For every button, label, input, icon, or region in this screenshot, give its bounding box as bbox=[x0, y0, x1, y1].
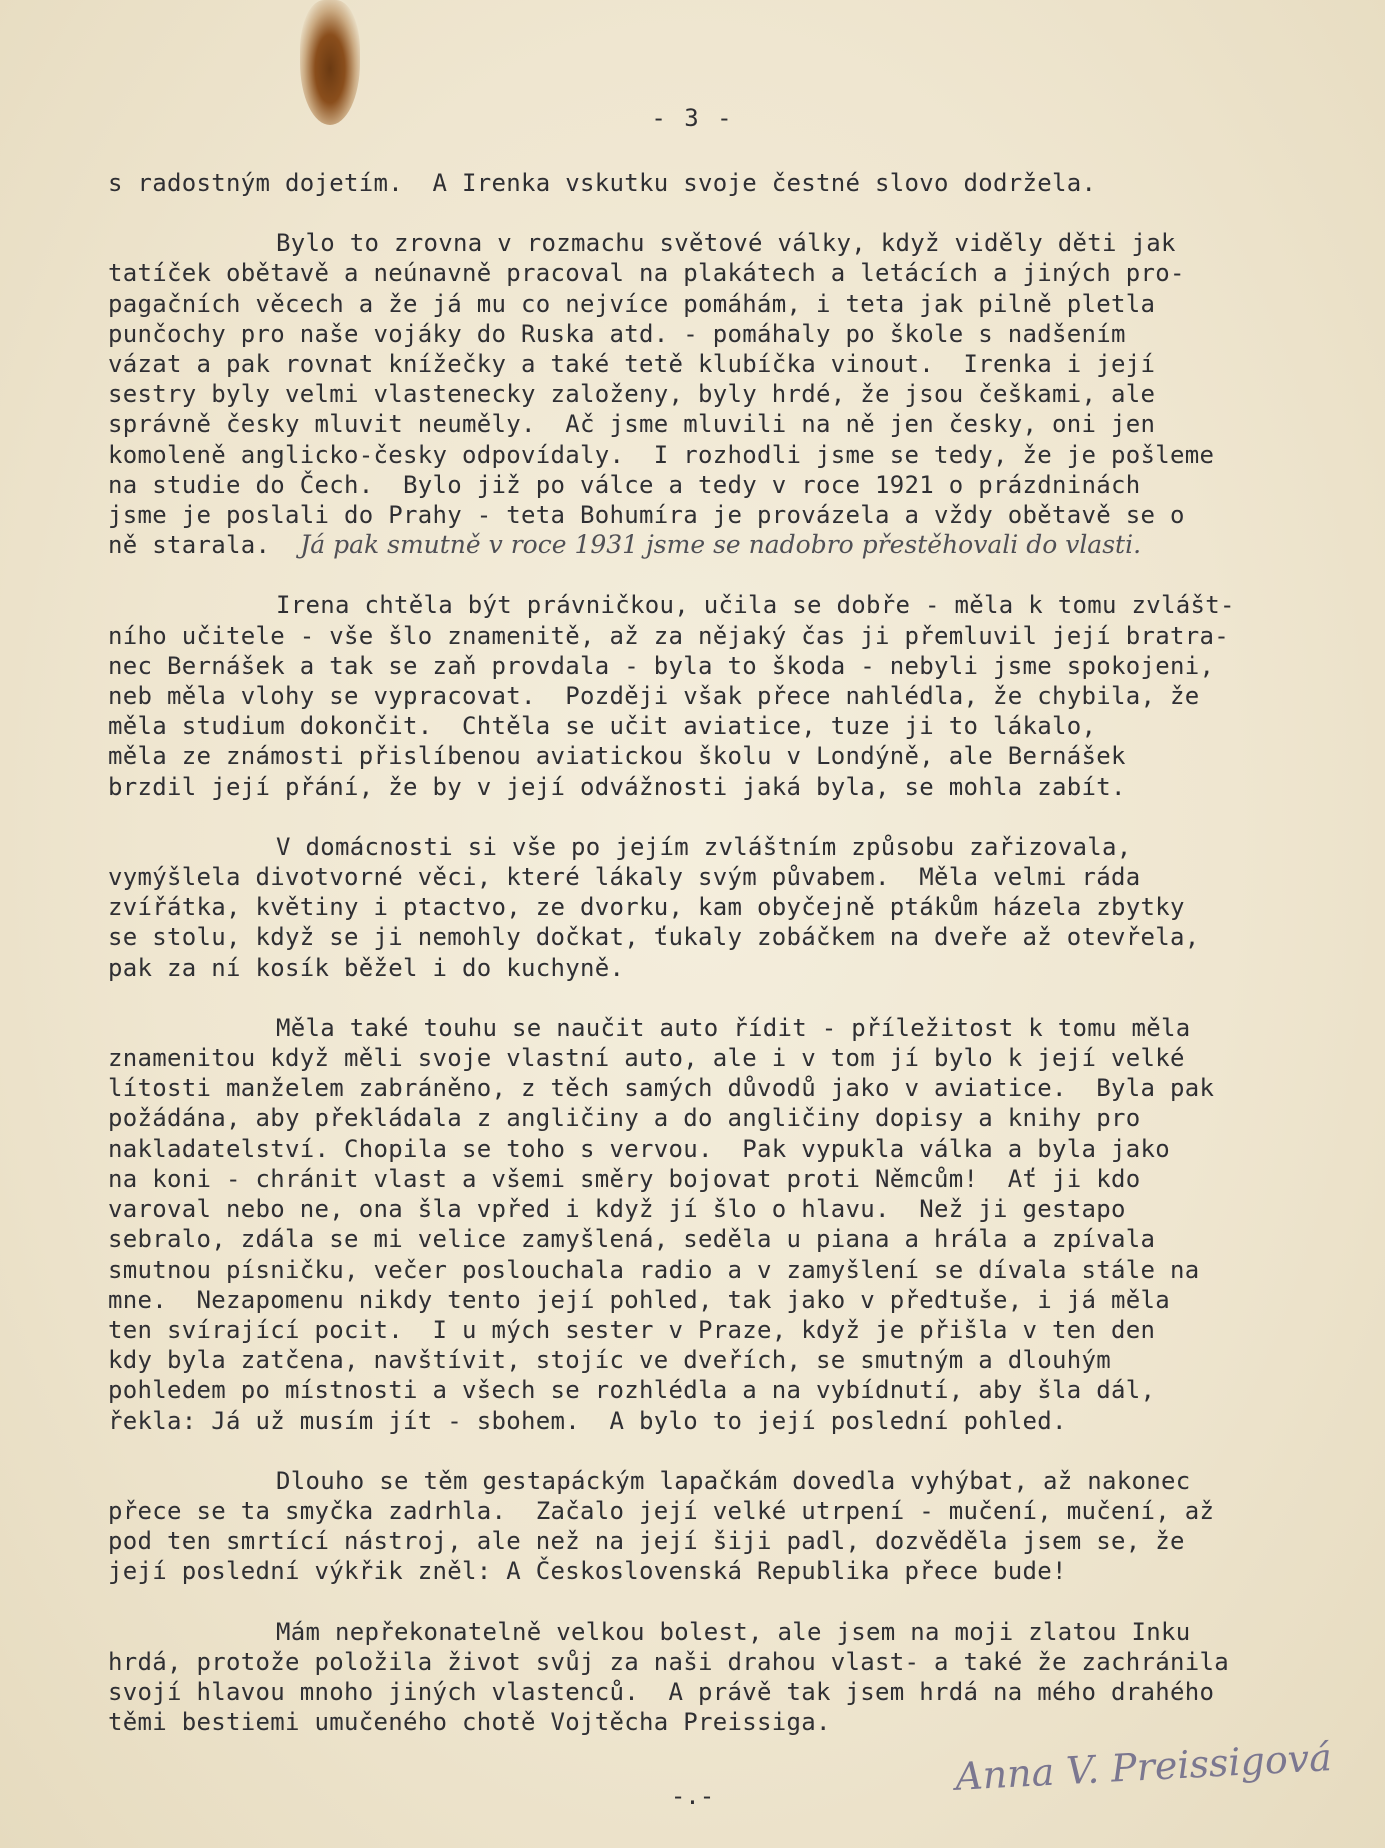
paragraph bbox=[108, 1617, 1348, 1738]
text-line: hrdá, protože položila život svůj za naši drahou vlast- a také že zachránila bbox=[108, 1647, 1229, 1676]
handwritten-note: Já pak smutně v roce 1931 jsme se nadobro přestěhovali do vlasti. bbox=[300, 530, 1142, 560]
paragraph bbox=[108, 832, 1348, 983]
text-line: svojí hlavou mnoho jiných vlastenců. A právě tak jsem hrdá na mého drahého bbox=[108, 1677, 1215, 1706]
text-line: kdy byla zatčena, navštívit, stojíc ve dveřích, se smutným a dlouhým bbox=[108, 1346, 1111, 1375]
paragraph bbox=[108, 228, 1348, 560]
text-line: jsme je poslali do Prahy - teta Bohumíra je provázela a vždy obětavě se o bbox=[108, 501, 1185, 530]
text-line: pagačních věcech a že já mu co nejvíce pomáhám, i teta jak pilně pletla bbox=[108, 289, 1156, 318]
text-line: těmi bestiemi umučeného chotě Vojtěcha Preissiga. bbox=[108, 1708, 831, 1737]
text-line: punčochy pro naše vojáky do Ruska atd. - pomáhaly po škole s nadšením bbox=[108, 319, 1126, 348]
text-line: Dlouho se těm gestapáckým lapačkám dovedla vyhýbat, až nakonec bbox=[276, 1466, 1191, 1495]
text-line: Měla také touhu se naučit auto řídit - příležitost k tomu měla bbox=[276, 1013, 1191, 1042]
text-line-content: ně starala. bbox=[108, 531, 271, 560]
text-line: pohledem po místnosti a všech se rozhlédla a na vybídnutí, aby šla dál, bbox=[108, 1376, 1156, 1405]
text-line: její poslední výkřik zněl: A Československá Republika přece bude! bbox=[108, 1557, 1067, 1586]
text-line: vázat a pak rovnat knížečky a také tetě klubíčka vinout. Irenka i její bbox=[108, 350, 1156, 379]
paragraph bbox=[108, 168, 1348, 198]
text-line: správně česky mluvit neuměly. Ač jsme mluvili na ně jen česky, oni jen bbox=[108, 410, 1156, 439]
document-body bbox=[108, 168, 1348, 1767]
text-line: řekla: Já už musím jít - sbohem. A bylo to její poslední pohled. bbox=[108, 1406, 1067, 1435]
text-line: lítosti manželem zabráněno, z těch samých důvodů jako v aviatice. Byla pak bbox=[108, 1074, 1215, 1103]
text-line: pak za ní kosík běžel i do kuchyně. bbox=[108, 953, 625, 982]
text-line: varoval nebo ne, ona šla vpřed i když jí šlo o hlavu. Než ji gestapo bbox=[108, 1195, 1126, 1224]
text-line: měla ze známosti přislíbenou aviatickou školu v Londýně, ale Bernášek bbox=[108, 742, 1126, 771]
text-line: mne. Nezapomenu nikdy tento její pohled, tak jako v předtuše, i já měla bbox=[108, 1285, 1170, 1314]
text-line: pod ten smrtící nástroj, ale než na její šiji padl, dozvěděla jsem se, že bbox=[108, 1527, 1185, 1556]
text-line: brzdil její přání, že by v její odvážnosti jaká byla, se mohla zabít. bbox=[108, 772, 1126, 801]
text-line: Bylo to zrovna v rozmachu světové války, když viděly děti jak bbox=[276, 229, 1176, 258]
paragraph bbox=[108, 1013, 1348, 1436]
text-line: znamenitou když měli svoje vlastní auto, ale i v tom jí bylo k její velké bbox=[108, 1044, 1185, 1073]
closing-mark: -.- bbox=[670, 1782, 715, 1810]
text-line: V domácnosti si vše po jejím zvláštním způsobu zařizovala, bbox=[276, 832, 1132, 861]
text-line: neb měla vlohy se vypracovat. Později však přece nahlédla, že chybila, že bbox=[108, 682, 1200, 711]
text-line: vymýšlela divotvorné věci, které lákaly svým půvabem. Měla velmi ráda bbox=[108, 863, 1141, 892]
handwritten-signature: Anna V. Preissigová bbox=[954, 1735, 1333, 1799]
text-line: Irena chtěla být právničkou, učila se dobře - měla k tomu zvlášt- bbox=[276, 591, 1235, 620]
text-line: přece se ta smyčka zadrhla. Začalo její velké utrpení - mučení, mučení, až bbox=[108, 1496, 1215, 1525]
text-line: sestry byly velmi vlastenecky založeny, byly hrdé, že jsou češkami, ale bbox=[108, 380, 1156, 409]
text-line: nakladatelství. Chopila se toho s vervou. Pak vypukla válka a byla jako bbox=[108, 1134, 1170, 1163]
text-line: na koni - chránit vlast a všemi směry bojovat proti Němcům! Ať ji kdo bbox=[108, 1164, 1141, 1193]
text-line: komoleně anglicko-česky odpovídaly. I rozhodli jsme se tedy, že je pošleme bbox=[108, 440, 1215, 469]
text-line: sebralo, zdála se mi velice zamyšlená, seděla u piana a hrála a zpívala bbox=[108, 1225, 1156, 1254]
text-line: požádána, aby překládala z angličiny a do angličiny dopisy a knihy pro bbox=[108, 1104, 1141, 1133]
paragraph bbox=[108, 1466, 1348, 1587]
text-line: Mám nepřekonatelně velkou bolest, ale jsem na moji zlatou Inku bbox=[276, 1617, 1191, 1646]
text-line: nec Bernášek a tak se zaň provdala - byla to škoda - nebyli jsme spokojeni, bbox=[108, 651, 1215, 680]
text-line bbox=[108, 530, 1348, 560]
text-line: ního učitele - vše šlo znamenitě, až za nějaký čas ji přemluvil její bratra- bbox=[108, 621, 1229, 650]
text-line: se stolu, když se ji nemohly dočkat, ťukaly zobáčkem na dveře až otevřela, bbox=[108, 923, 1200, 952]
text-line: smutnou písničku, večer poslouchala radio a v zamyšlení se dívala stále na bbox=[108, 1255, 1200, 1284]
text-line: ten svírající pocit. I u mých sester v Praze, když je přišla v ten den bbox=[108, 1315, 1156, 1344]
text-line: s radostným dojetím. A Irenka vskutku svoje čestné slovo dodržela. bbox=[108, 169, 1097, 197]
page-number: - 3 - bbox=[651, 104, 734, 132]
text-line: zvířátka, květiny i ptactvo, ze dvorku, kam obyčejně ptákům házela zbytky bbox=[108, 893, 1185, 922]
text-line: tatíček obětavě a neúnavně pracoval na plakátech a letácích a jiných pro- bbox=[108, 259, 1185, 288]
paragraph bbox=[108, 590, 1348, 801]
text-line: na studie do Čech. Bylo již po válce a tedy v roce 1921 o prázdninách bbox=[108, 470, 1141, 499]
text-line: měla studium dokončit. Chtěla se učit aviatice, tuze ji to lákalo, bbox=[108, 712, 1097, 741]
